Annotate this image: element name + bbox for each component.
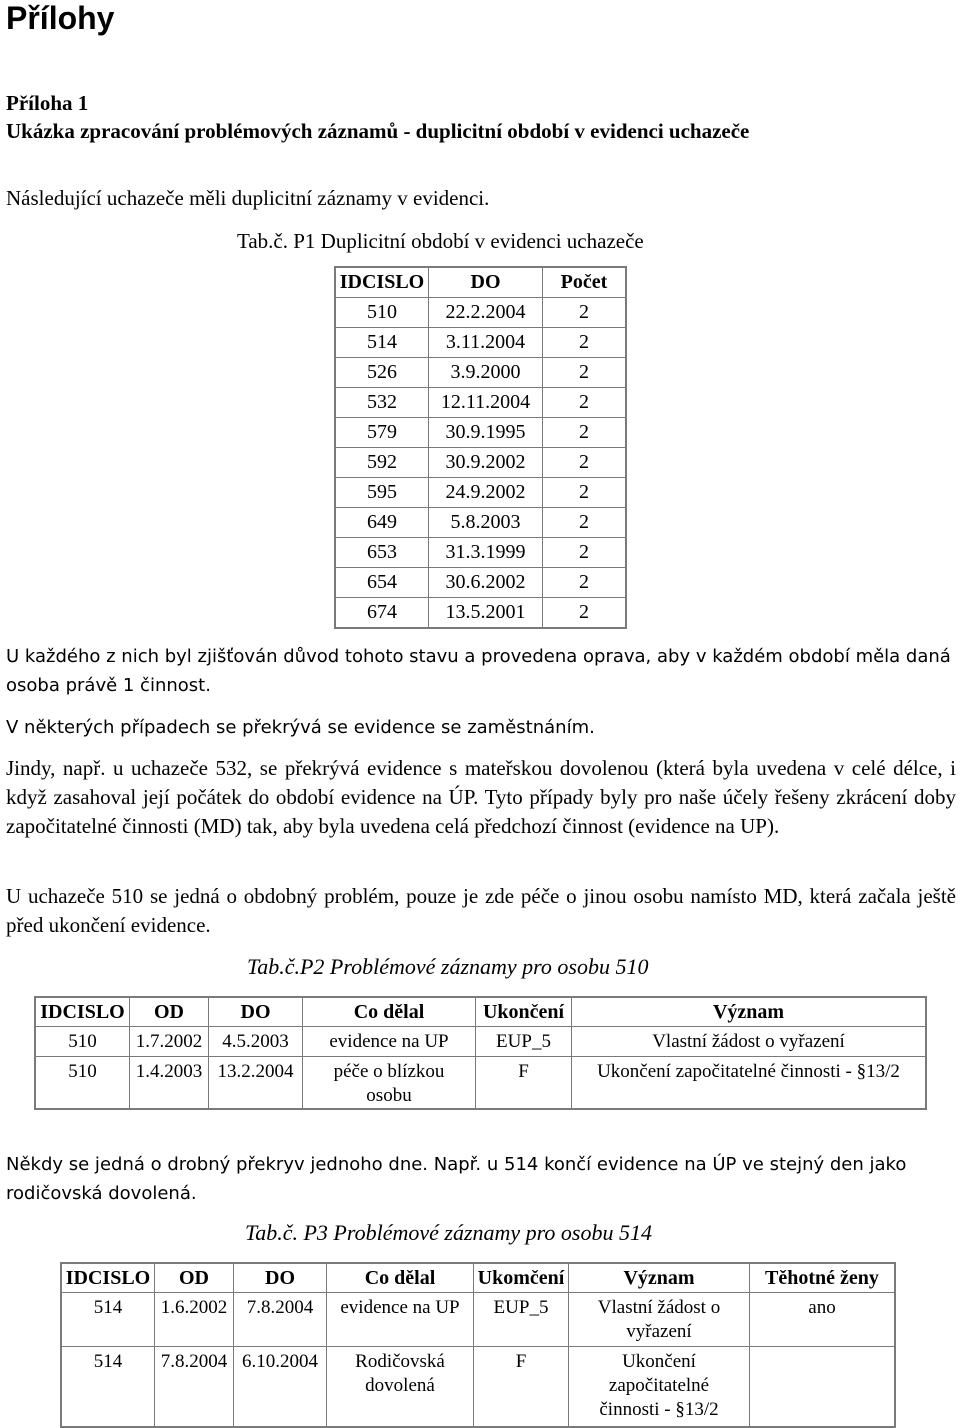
table-cell: evidence na UP [327,1293,474,1347]
table-row [335,388,626,418]
table-cell: 4.5.2003 [209,1027,303,1057]
column-header: Ukomčení [474,1263,569,1293]
table-row [335,298,626,328]
table-cell: péče o blízkou osobu [303,1057,476,1110]
table-cell: Vlastní žádost o vyřazení [569,1293,750,1347]
table-cell: 2 [543,328,627,358]
table-cell: Vlastní žádost o vyřazení [572,1027,927,1057]
table-cell: 532 [335,388,429,418]
page-title: Přílohy [6,0,115,36]
column-header: Co dělal [303,997,476,1027]
table-cell: 3.11.2004 [429,328,543,358]
table-cell: 13.2.2004 [209,1057,303,1110]
table-row [61,1293,895,1347]
table-cell: 5.8.2003 [429,508,543,538]
column-header: IDCISLO [335,267,429,298]
table-cell: 510 [335,298,429,328]
table-row [335,418,626,448]
table-cell: ano [750,1293,896,1347]
table2-caption: Tab.č.P2 Problémové záznamy pro osobu 510 [247,954,649,979]
table-cell: 7.8.2004 [155,1347,234,1427]
table-header-row [335,267,626,298]
table-row [335,448,626,478]
table-row [61,1347,895,1427]
table1-caption: Tab.č. P1 Duplicitní období v evidenci uchazeče [237,229,644,253]
column-header: OD [155,1263,234,1293]
table-cell: Rodičovská dovolená [327,1347,474,1427]
table-cell: 2 [543,388,627,418]
appendix-label: Příloha 1 [6,91,89,115]
intro-paragraph: Následující uchazeče měli duplicitní záznamy v evidenci. [6,186,490,210]
column-header: DO [234,1263,327,1293]
table-cell: 592 [335,448,429,478]
column-header: Počet [543,267,627,298]
table-cell: F [474,1347,569,1427]
table-cell: 22.2.2004 [429,298,543,328]
table-cell: 2 [543,508,627,538]
table-cell: 12.11.2004 [429,388,543,418]
table-cell: 674 [335,598,429,629]
table-cell: 7.8.2004 [234,1293,327,1347]
paragraph-care-overlap: U uchazeče 510 se jedná o obdobný problém, pouze je zde péče o jinou osobu namísto MD, která začala ještě před ukončení evidence. [6,884,956,937]
table-cell: 2 [543,538,627,568]
table-cell: evidence na UP [303,1027,476,1057]
column-header: Význam [569,1263,750,1293]
column-header: IDCISLO [61,1263,155,1293]
column-header: DO [209,997,303,1027]
table-cell [750,1347,896,1427]
column-header: Ukončení [476,997,572,1027]
table-cell: 31.3.1999 [429,538,543,568]
table-cell: EUP_5 [476,1027,572,1057]
table-cell: 514 [61,1347,155,1427]
column-header: Co dělal [327,1263,474,1293]
table-header-row [61,1263,895,1293]
table-cell: 1.4.2003 [130,1057,209,1110]
paragraph-correction: U každého z nich byl zjišťován důvod tohoto stavu a provedena oprava, aby v každém období měla daná osoba právě 1 činnost. [6,646,951,696]
table3-caption: Tab.č. P3 Problémové záznamy pro osobu 514 [245,1220,652,1245]
table-cell: 2 [543,298,627,328]
table-cell: 649 [335,508,429,538]
table-duplicates [334,266,627,629]
paragraph-employment-overlap: V některých případech se překrývá se evidence se zaměstnáním. [6,717,595,738]
table-cell: 514 [61,1293,155,1347]
table-cell: 510 [35,1027,130,1057]
table-row [335,568,626,598]
column-header: Těhotné ženy [750,1263,896,1293]
table-row [335,508,626,538]
table-cell: F [476,1057,572,1110]
table-cell: 13.5.2001 [429,598,543,629]
table-cell: 3.9.2000 [429,358,543,388]
table-cell: Ukončení započitatelné činnosti - §13/2 [572,1057,927,1110]
table-cell: 510 [35,1057,130,1110]
table-cell: 30.9.1995 [429,418,543,448]
table-row [335,538,626,568]
table-cell: 2 [543,598,627,629]
table-cell: 2 [543,448,627,478]
table-cell: 654 [335,568,429,598]
table-row [335,478,626,508]
table-cell: 1.7.2002 [130,1027,209,1057]
column-header: DO [429,267,543,298]
table-row [35,1057,926,1110]
table-row [35,1027,926,1057]
table-cell: 30.6.2002 [429,568,543,598]
table-cell: 579 [335,418,429,448]
table-cell: 653 [335,538,429,568]
table-row [335,328,626,358]
paragraph-one-day-overlap: Někdy se jedná o drobný překryv jednoho dne. Např. u 514 končí evidence na ÚP ve stejný den jako rodičovská dovolená. [6,1154,907,1204]
table-cell: 595 [335,478,429,508]
table-cell: 30.9.2002 [429,448,543,478]
table-cell: 514 [335,328,429,358]
table-cell: 24.9.2002 [429,478,543,508]
table-header-row [35,997,926,1027]
column-header: OD [130,997,209,1027]
table-cell: 1.6.2002 [155,1293,234,1347]
table-cell: 2 [543,478,627,508]
column-header: Význam [572,997,927,1027]
table-cell: 526 [335,358,429,388]
table-cell: 2 [543,358,627,388]
table-row [335,598,626,629]
table-row [335,358,626,388]
column-header: IDCISLO [35,997,130,1027]
table-cell: 2 [543,418,627,448]
paragraph-maternity-overlap: Jindy, např. u uchazeče 532, se překrývá evidence s mateřskou dovolenou (která byla uvedena v celé délce, i když zasahoval její počátek do období evidence na ÚP. Tyto případy byly pro naše účely řešeny zkrácení doby započitatelné činnosti (MD) tak, aby byla uvedena celá předchozí činnost (evidence na UP). [6,756,956,838]
table-person-514 [60,1262,896,1428]
table-person-510 [34,996,927,1110]
table-cell: 2 [543,568,627,598]
appendix-heading: Ukázka zpracování problémových záznamů - duplicitní období v evidenci uchazeče [6,119,750,143]
table-cell: 6.10.2004 [234,1347,327,1427]
table-cell: EUP_5 [474,1293,569,1347]
table-cell: Ukončení započitatelné činnosti - §13/2 [569,1347,750,1427]
